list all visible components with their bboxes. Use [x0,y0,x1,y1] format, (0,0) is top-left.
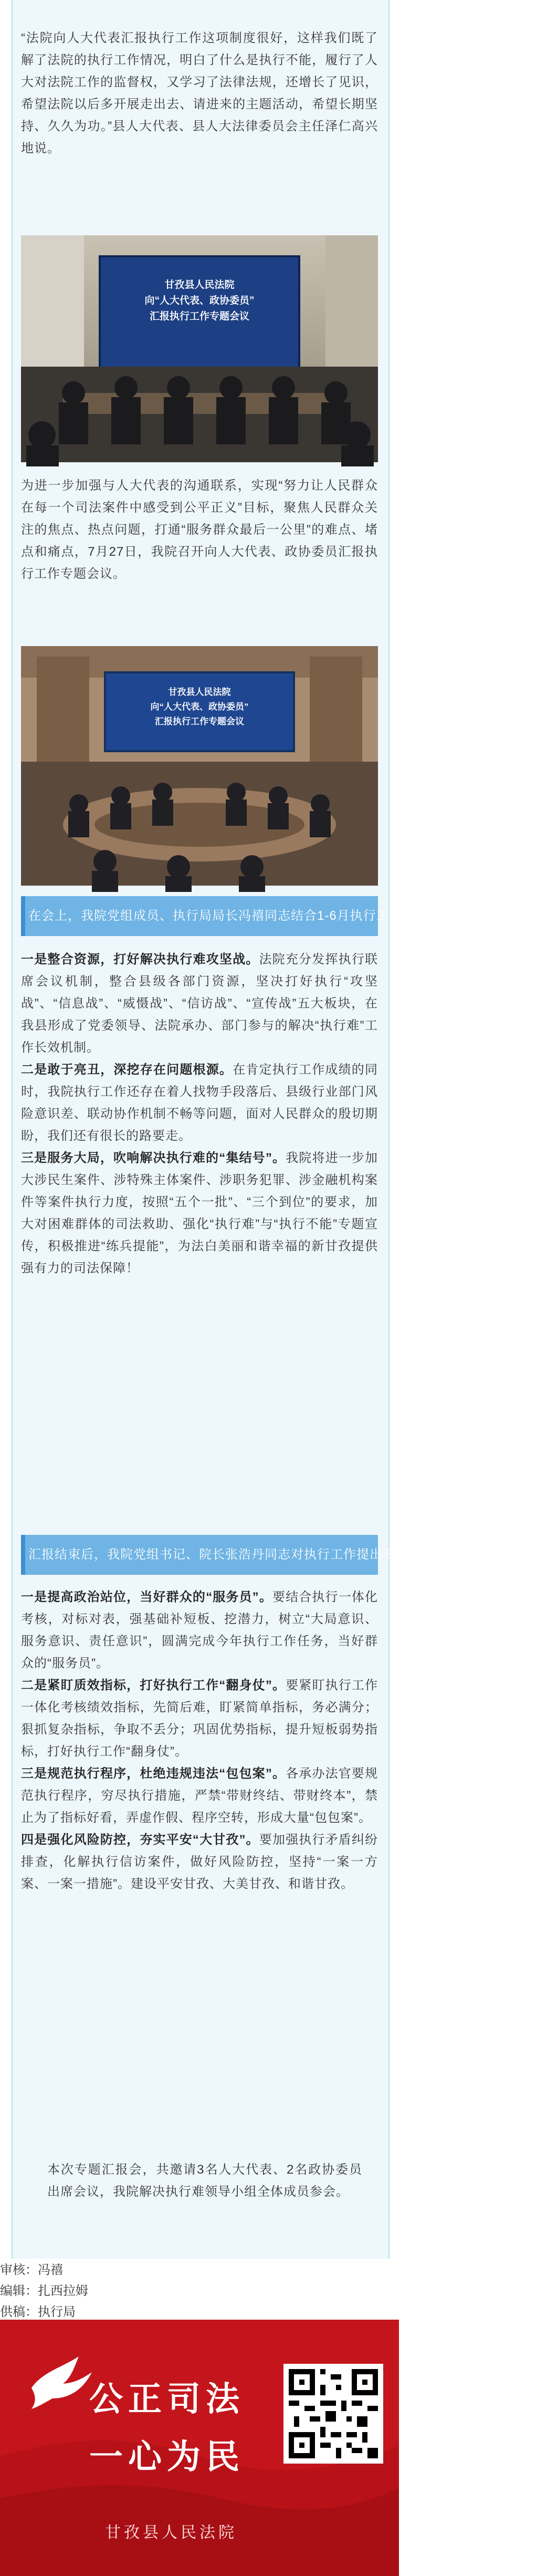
section-1-item-heading: 三是服务大局，吹响解决执行难的“集结号”。 [21,1151,286,1165]
credit-review: 审核：冯禧 [0,2263,63,2277]
meeting-photo-1-screen-text: 甘孜县人民法院 向“人大代表、政协委员” 汇报执行工作专题会议 [144,279,255,322]
credit-source: 供稿：执行局 [0,2305,76,2319]
qr-code-icon [289,2369,378,2458]
section-1-item-heading: 一是整合资源，打好解决执行难攻坚战。 [21,952,259,967]
section-2-item [21,1675,378,1763]
meeting-photo-2-image [21,646,378,886]
section-2-item-text: 要加强执行矛盾纠纷排查，化解执行信访案件，做好风险防控，坚持“一案一方案、一案一措施”。建设平安甘孜、大美甘孜、和谐甘孜。 [21,1833,378,1891]
section-2-item-text: 要结合执行一体化考核，对标对表，强基础补短板、挖潜力，树立“大局意识、服务意识、责任意识”，圆满完成今年执行工作任务，当好群众的“服务员”。 [21,1590,378,1670]
meeting-photo-1 [21,235,378,462]
section-2-item-heading: 二是紧盯质效指标，打好执行工作“翻身仗”。 [21,1678,286,1692]
footer-slogan-line2: 一心为民 [89,2437,245,2477]
meeting-photo-1-image [21,235,378,462]
footer-court-name: 甘孜县人民法院 [105,2524,237,2541]
section-1-item [21,1059,378,1147]
section-2-banner: 汇报结束后，我院党组书记、院长张浩丹同志对执行工作提出要求： [21,1535,378,1575]
section-2-item [21,1829,378,1895]
section-2-item-heading: 四是强化风险防控，夯实平安“大甘孜”。 [21,1833,259,1847]
footer-slogan-line1: 公正司法 [89,2380,245,2419]
section-1-body [21,949,378,1280]
qr-code[interactable] [283,2364,383,2464]
background-paragraph: 为进一步加强与人大代表的沟通联系，实现“努力让人民群众在每一个司法案件中感受到公平正义”目标，聚焦人民群众关注的焦点、热点问题，打通“服务群众最后一公里”的难点、堵点和痛点，7月27日，我院召开向人大代表、政协委员汇报执行工作专题会议。 [21,479,378,581]
meeting-photo-2 [21,646,378,886]
dove-icon [21,2341,100,2419]
section-2-body [21,1586,378,1895]
section-1-banner: 在会上，我院党组成员、执行局局长冯禧同志结合1-6月执行工作情况作了汇报，并指出： [21,896,378,936]
section-1-item [21,1147,378,1280]
credit-editor: 编辑：扎西拉姆 [0,2284,88,2298]
section-2-item [21,1586,378,1675]
footer-banner [0,2320,399,2576]
section-1-item-heading: 二是敢于亮丑，深挖存在问题根源。 [21,1063,233,1077]
section-2-item-text: 各承办法官要规范执行程序，穷尽执行措施，严禁“带财终结、带财终本”，禁止为了指标好看，弄虚作假、程序空转，形成大量“包包案”。 [21,1767,378,1825]
section-1-item-text: 法院充分发挥执行联席会议机制，整合县级各部门资源，坚决打好执行“攻坚战”、“信息战”、“威慑战”、“信访战”、“宣传战”五大板块，在我县形成了党委领导、法院承办、部门参与的解决“执行难”工作长效机制。 [21,952,378,1055]
section-2-item [21,1763,378,1829]
section-1-item-text: 我院将进一步加大涉民生案件、涉特殊主体案件、涉职务犯罪、涉金融机构案件等案件执行力度，按照“五个一批”、“三个到位”的要求，加大对困难群体的司法救助、强化“执行难”与“执行不能”专题宣传，积极推进“练兵提能”，为法白美丽和谐幸福的新甘孜提供强有力的司法保障！ [21,1151,378,1275]
section-2-item-heading: 一是提高政治站位，当好群众的“服务员”。 [21,1590,272,1604]
closing-paragraph: 本次专题汇报会，共邀请3名人大代表、2名政协委员出席会议，我院解决执行难领导小组全体成员参会。 [47,2163,362,2199]
section-1-item [21,949,378,1059]
meeting-photo-2-screen-text: 甘孜县人民法院 向“人大代表、政协委员” 汇报执行工作专题会议 [150,687,249,726]
section-1-item-text: 在肯定执行工作成绩的同时，我院执行工作还存在着人找物手段落后、县级行业部门风险意识差、联动协作机制不畅等问题，面对人民群众的殷切期盼，我们还有很长的路要走。 [21,1063,378,1143]
section-2-item-text: 要紧盯执行工作一体化考核绩效指标，先简后难，盯紧简单指标，务必满分；狠抓复杂指标，争取不丢分；巩固优势指标，提升短板弱势指标，打好执行工作“翻身仗”。 [21,1678,378,1759]
section-2-item-heading: 三是规范执行程序，杜绝违规违法“包包案”。 [21,1767,286,1781]
intro-quote-paragraph: “法院向人大代表汇报执行工作这项制度很好，这样我们既了解了法院的执行工作情况，明白了什么是执行不能，履行了人大对法院工作的监督权，又学习了法律法规，还增长了见识，希望法院以后多开展走出去、请进来的主题活动，希望长期坚持、久久为功。”县人大代表、县人大法律委员会主任泽仁高兴地说。 [21,31,378,155]
